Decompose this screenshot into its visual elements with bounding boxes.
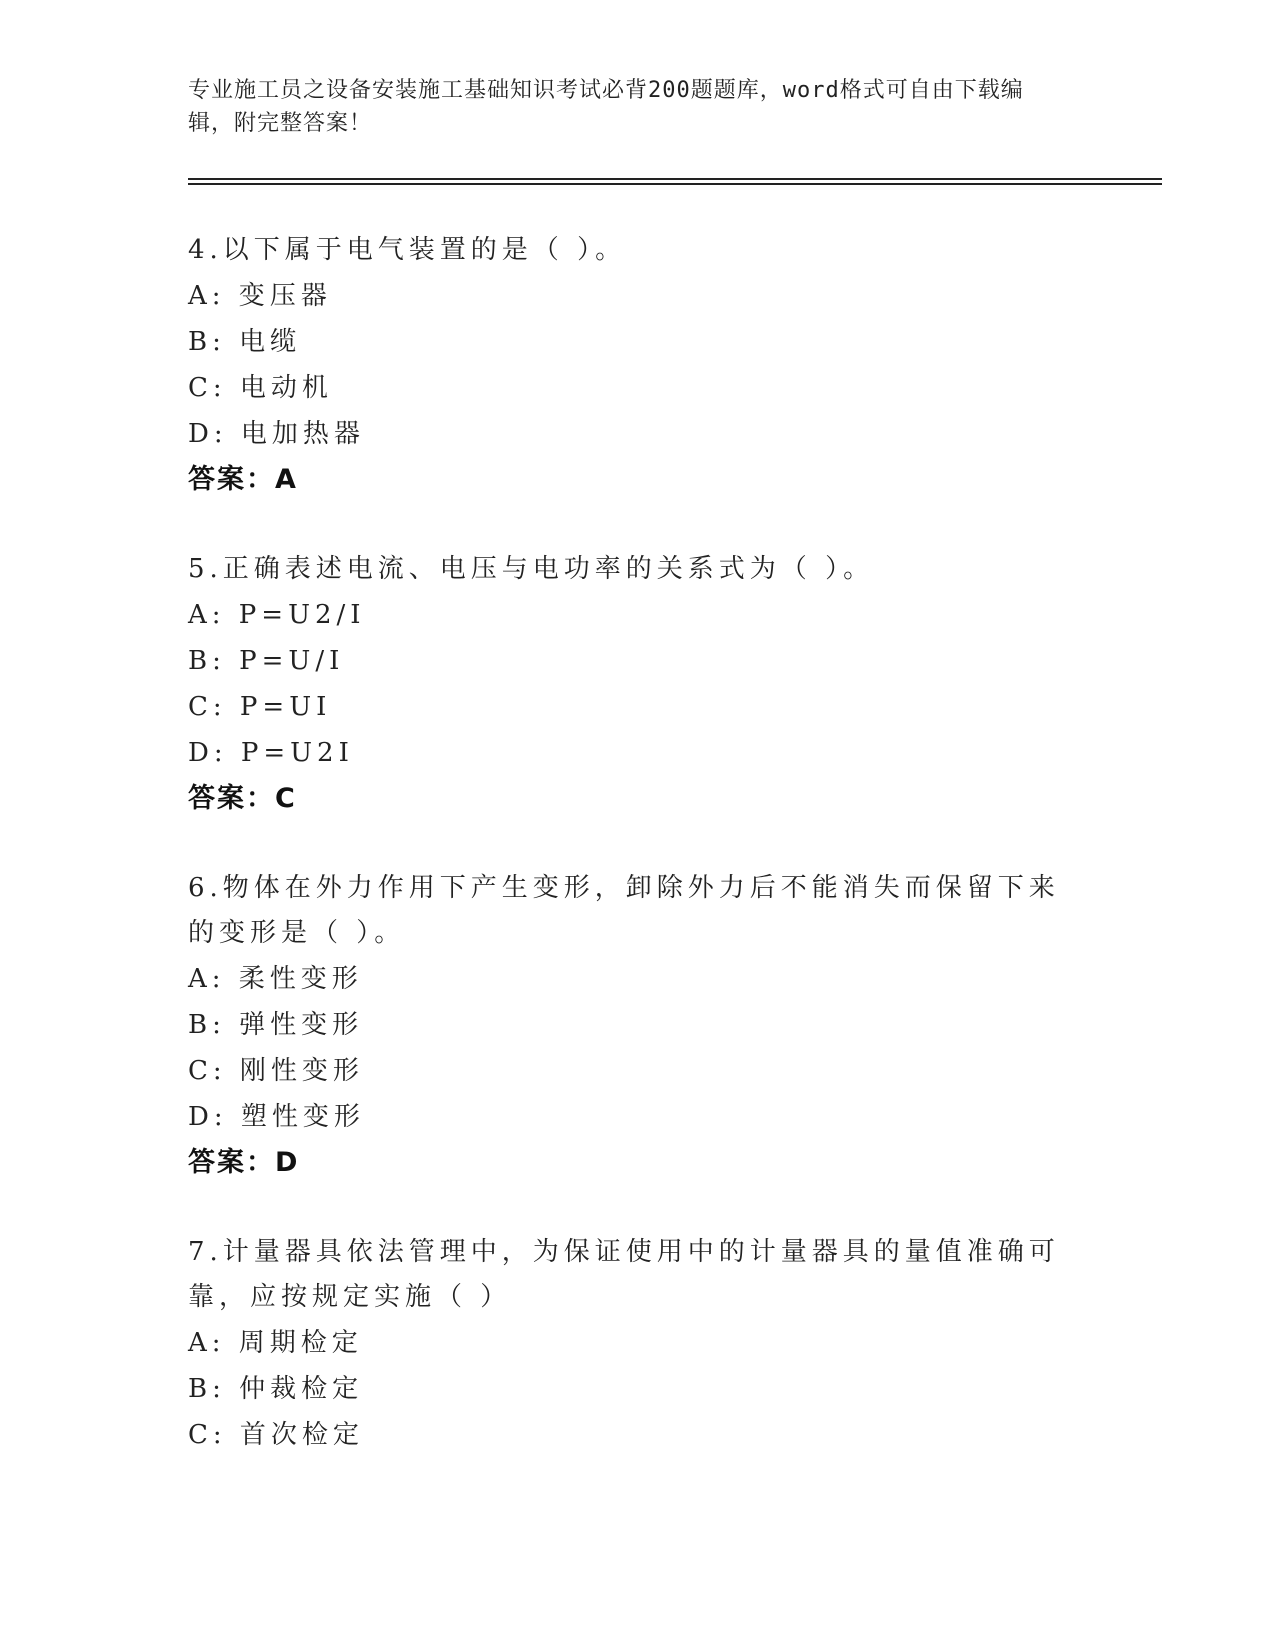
answer-line: 答案：A [188, 464, 298, 495]
answer-line: 答案：C [188, 783, 297, 814]
question-block [188, 1230, 1068, 1458]
option-b: B: 仲裁检定 [188, 1374, 364, 1404]
option-a: A: 变压器 [188, 281, 332, 311]
option-d: D: 塑性变形 [188, 1102, 365, 1132]
option-c: C: 首次检定 [188, 1420, 364, 1450]
option-d: D: P=U2I [188, 738, 354, 768]
document-header-title: 专业施工员之设备安装施工基础知识考试必背200题题库，word格式可自由下载编辑，附完整答案！ [188, 78, 1024, 136]
question-block [188, 866, 1068, 1186]
header-divider-top [188, 178, 1162, 180]
option-b: B: P=U/I [188, 646, 345, 676]
option-b: B: 弹性变形 [188, 1010, 364, 1040]
option-c: C: 刚性变形 [188, 1056, 364, 1086]
option-a: A: 柔性变形 [188, 964, 363, 994]
question-block [188, 228, 1088, 503]
header-divider-bottom [188, 183, 1162, 185]
question-block [188, 547, 1088, 822]
question-stem: 4.以下属于电气装置的是（ ）。 [188, 235, 627, 265]
option-b: B: 电缆 [188, 327, 302, 357]
option-c: C: 电动机 [188, 373, 333, 403]
option-a: A: 周期检定 [188, 1328, 363, 1358]
option-a: A: P=U2/I [188, 600, 366, 630]
question-stem: 5.正确表述电流、电压与电功率的关系式为（ ）。 [188, 554, 875, 584]
question-stem: 7.计量器具依法管理中，为保证使用中的计量器具的量值准确可靠，应按规定实施（ ） [188, 1237, 1060, 1312]
option-d: D: 电加热器 [188, 419, 365, 449]
answer-line: 答案：D [188, 1147, 300, 1178]
question-stem: 6.物体在外力作用下产生变形，卸除外力后不能消失而保留下来的变形是（ ）。 [188, 873, 1060, 948]
option-c: C: P=UI [188, 692, 332, 722]
